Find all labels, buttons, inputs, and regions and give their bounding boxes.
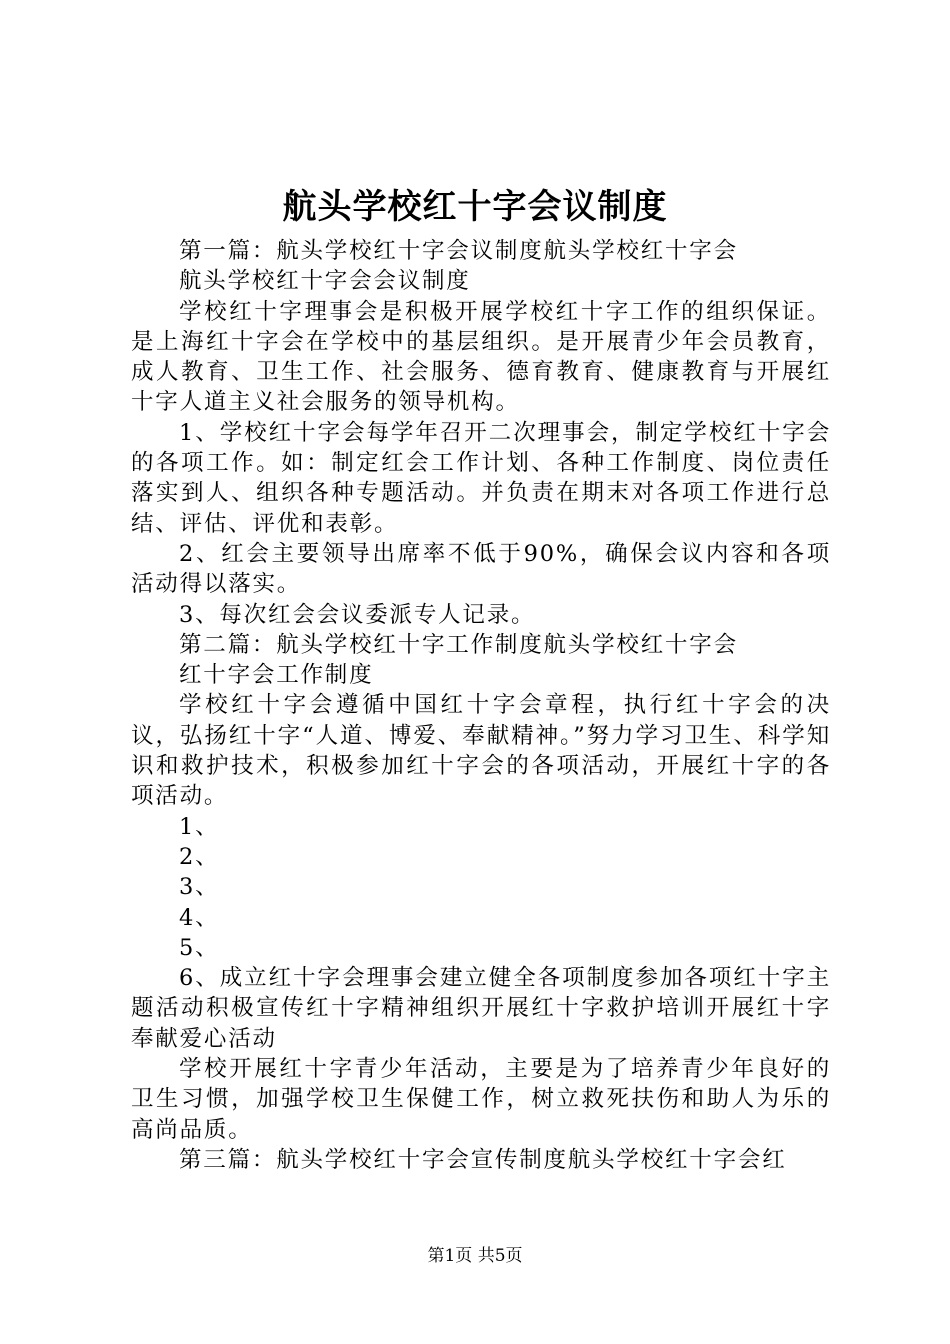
paragraph: 第二篇：航头学校红十字工作制度航头学校红十字会 (179, 631, 738, 658)
paragraph: 学校开展红十字青少年活动，主要是为了培养青少年良好的卫生习惯，加强学校卫生保健工作，树立救死扶伤和助人为乐的高尚品质。 (131, 1056, 831, 1143)
paragraph: 航头学校红十字会会议制度 (179, 268, 471, 295)
paragraph: 学校红十字理事会是积极开展学校红十字工作的组织保证。是上海红十字会在学校中的基层组织。是开展青少年会员教育，成人教育、卫生工作、社会服务、德育教育、健康教育与开展红十字人道主义社会服务的领导机构。 (131, 298, 831, 416)
paragraph: 学校红十字会遵循中国红十字会章程，执行红十字会的决议，弘扬红十字“人道、博爱、奉献精神。”努力学习卫生、科学知识和救护技术，积极参加红十字会的各项活动，开展红十字的各项活动。 (131, 692, 831, 810)
paragraph: 第三篇：航头学校红十字会宣传制度航头学校红十字会红 (179, 1146, 787, 1173)
paragraph: 2、红会主要领导出席率不低于90%，确保会议内容和各项活动得以落实。 (131, 540, 831, 598)
document-title: 航头学校红十字会议制度 (282, 187, 668, 227)
paragraph: 第一篇：航头学校红十字会议制度航头学校红十字会 (179, 238, 738, 264)
page-footer: 第1页 共5页 (427, 1246, 523, 1266)
paragraph: 3、每次红会会议委派专人记录。 (179, 601, 536, 628)
list-item: 4、 (179, 904, 220, 931)
paragraph: 红十字会工作制度 (179, 662, 374, 689)
paragraph: 6、成立红十字会理事会建立健全各项制度参加各项红十字主题活动积极宣传红十字精神组织开展红十字救护培训开展红十字奉献爱心活动 (131, 965, 831, 1052)
document-body (131, 236, 831, 1175)
list-item: 5、 (179, 934, 220, 961)
list-item: 3、 (179, 874, 220, 901)
paragraph: 1、学校红十字会每学年召开二次理事会，制定学校红十字会的各项工作。如：制定红会工作计划、各种工作制度、岗位责任落实到人、组织各种专题活动。并负责在期末对各项工作进行总结、评估、评优和表彰。 (131, 419, 831, 537)
list-item: 1、 (179, 813, 220, 840)
list-item: 2、 (179, 843, 220, 870)
